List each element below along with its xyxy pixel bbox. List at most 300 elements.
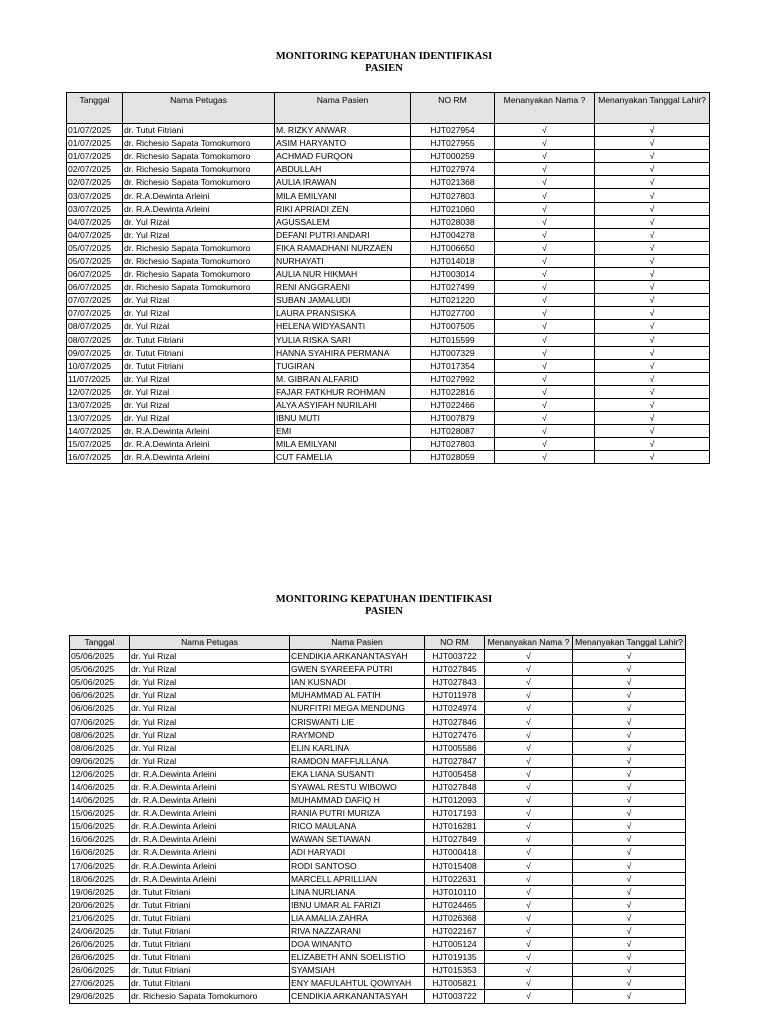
patient-name-cell: RICO MAULANA (290, 820, 425, 833)
officer-cell: dr. Yul Rizal (130, 689, 290, 702)
officer-cell: dr. Richesio Sapata Tomokumoro (130, 990, 290, 1003)
patient-name-cell: CUT FAMELIA (275, 451, 411, 464)
table-row (67, 189, 710, 202)
officer-cell: dr. Richesio Sapata Tomokumoro (123, 137, 275, 150)
date-cell: 13/07/2025 (67, 412, 123, 425)
officer-cell: dr. R.A.Dewinta Arleini (123, 438, 275, 451)
patient-name-cell: MILA EMILYANI (275, 438, 411, 451)
officer-cell: dr. R.A.Dewinta Arleini (123, 189, 275, 202)
asked-dob-cell: √ (595, 241, 710, 254)
table-row (67, 385, 710, 398)
medical-record-cell: HJT021368 (411, 176, 495, 189)
patient-name-cell: ADI HARYADI (290, 846, 425, 859)
officer-cell: dr. Richesio Sapata Tomokumoro (123, 241, 275, 254)
asked-name-cell: √ (495, 307, 595, 320)
asked-name-cell: √ (495, 254, 595, 267)
asked-name-cell: √ (485, 663, 573, 676)
date-cell: 05/07/2025 (67, 254, 123, 267)
asked-dob-cell: √ (595, 176, 710, 189)
date-cell: 15/06/2025 (70, 820, 130, 833)
patient-name-cell: HELENA WIDYASANTI (275, 320, 411, 333)
patient-name-cell: M. GIBRAN ALFARID (275, 372, 411, 385)
asked-name-cell: √ (495, 346, 595, 359)
patient-name-cell: ACHMAD FURQON (275, 150, 411, 163)
asked-dob-cell: √ (573, 715, 686, 728)
column-header-medical-record: NO RM (411, 93, 495, 124)
patient-name-cell: GWEN SYAREEFA PUTRI (290, 663, 425, 676)
asked-name-cell: √ (485, 676, 573, 689)
table-header-row (70, 636, 686, 650)
patient-name-cell: RODI SANTOSO (290, 859, 425, 872)
patient-name-cell: MUHAMMAD AL FATIH (290, 689, 425, 702)
asked-name-cell: √ (485, 898, 573, 911)
medical-record-cell: HJT004278 (411, 228, 495, 241)
compliance-table-june (69, 635, 686, 1004)
table-row (67, 202, 710, 215)
asked-name-cell: √ (495, 202, 595, 215)
medical-record-cell: HJT027955 (411, 137, 495, 150)
officer-cell: dr. Yul Rizal (123, 307, 275, 320)
medical-record-cell: HJT017354 (411, 359, 495, 372)
officer-cell: dr. Yul Rizal (123, 385, 275, 398)
officer-cell: dr. Yul Rizal (123, 412, 275, 425)
date-cell: 12/06/2025 (70, 767, 130, 780)
table-row (70, 741, 686, 754)
table-row (70, 767, 686, 780)
date-cell: 06/06/2025 (70, 702, 130, 715)
table-row (70, 872, 686, 885)
medical-record-cell: HJT000418 (425, 846, 485, 859)
medical-record-cell: HJT026368 (425, 911, 485, 924)
officer-cell: dr. R.A.Dewinta Arleini (130, 807, 290, 820)
officer-cell: dr. Yul Rizal (123, 372, 275, 385)
asked-dob-cell: √ (573, 794, 686, 807)
officer-cell: dr. Yul Rizal (130, 715, 290, 728)
table-row (70, 833, 686, 846)
date-cell: 05/06/2025 (70, 676, 130, 689)
patient-name-cell: RIKI APRIADI ZEN (275, 202, 411, 215)
table-row (67, 412, 710, 425)
patient-name-cell: IAN KUSNADI (290, 676, 425, 689)
medical-record-cell: HJT028059 (411, 451, 495, 464)
title-line-1: MONITORING KEPATUHAN IDENTIFIKASI (275, 51, 493, 62)
asked-name-cell: √ (495, 438, 595, 451)
patient-name-cell: FAJAR FATKHUR ROHMAN (275, 385, 411, 398)
officer-cell: dr. Richesio Sapata Tomokumoro (123, 254, 275, 267)
asked-name-cell: √ (495, 333, 595, 346)
asked-dob-cell: √ (595, 124, 710, 137)
asked-name-cell: √ (485, 715, 573, 728)
table-row (67, 124, 710, 137)
asked-name-cell: √ (495, 228, 595, 241)
column-header-medical-record: NO RM (425, 636, 485, 650)
medical-record-cell: HJT015599 (411, 333, 495, 346)
medical-record-cell: HJT024974 (425, 702, 485, 715)
column-header-officer: Nama Petugas (130, 636, 290, 650)
officer-cell: dr. Yul Rizal (123, 398, 275, 411)
date-cell: 05/06/2025 (70, 650, 130, 663)
table-row (67, 346, 710, 359)
asked-dob-cell: √ (595, 202, 710, 215)
medical-record-cell: HJT015408 (425, 859, 485, 872)
asked-dob-cell: √ (595, 215, 710, 228)
medical-record-cell: HJT006650 (411, 241, 495, 254)
table-row (67, 254, 710, 267)
table-row (67, 320, 710, 333)
patient-name-cell: IBNU UMAR AL FARIZI (290, 898, 425, 911)
officer-cell: dr. Tutut Fitriani (130, 911, 290, 924)
asked-dob-cell: √ (573, 767, 686, 780)
officer-cell: dr. Yul Rizal (123, 294, 275, 307)
officer-cell: dr. R.A.Dewinta Arleini (123, 425, 275, 438)
asked-name-cell: √ (485, 833, 573, 846)
table-row (67, 281, 710, 294)
patient-name-cell: RENI ANGGRAENI (275, 281, 411, 294)
officer-cell: dr. R.A.Dewinta Arleini (130, 846, 290, 859)
medical-record-cell: HJT003722 (425, 990, 485, 1003)
table-row (70, 702, 686, 715)
medical-record-cell: HJT028087 (411, 425, 495, 438)
table-row (70, 754, 686, 767)
asked-dob-cell: √ (595, 346, 710, 359)
asked-dob-cell: √ (595, 438, 710, 451)
date-cell: 21/06/2025 (70, 911, 130, 924)
table-header-row (67, 93, 710, 124)
officer-cell: dr. Tutut Fitriani (130, 964, 290, 977)
officer-cell: dr. Richesio Sapata Tomokumoro (123, 268, 275, 281)
patient-name-cell: YULIA RISKA SARI (275, 333, 411, 346)
table-row (67, 268, 710, 281)
asked-dob-cell: √ (573, 924, 686, 937)
date-cell: 03/07/2025 (67, 189, 123, 202)
patient-name-cell: MILA EMILYANI (275, 189, 411, 202)
asked-dob-cell: √ (595, 359, 710, 372)
patient-name-cell: EKA LIANA SUSANTI (290, 767, 425, 780)
table-body (67, 124, 710, 464)
medical-record-cell: HJT005124 (425, 938, 485, 951)
officer-cell: dr. R.A.Dewinta Arleini (123, 451, 275, 464)
medical-record-cell: HJT022816 (411, 385, 495, 398)
table-row (67, 425, 710, 438)
asked-dob-cell: √ (573, 911, 686, 924)
asked-name-cell: √ (485, 977, 573, 990)
patient-name-cell: CRISWANTI LIE (290, 715, 425, 728)
medical-record-cell: HJT027843 (425, 676, 485, 689)
table-row (70, 689, 686, 702)
patient-name-cell: LAURA PRANSISKA (275, 307, 411, 320)
asked-name-cell: √ (495, 398, 595, 411)
table-row (67, 359, 710, 372)
asked-dob-cell: √ (573, 859, 686, 872)
asked-dob-cell: √ (573, 650, 686, 663)
asked-dob-cell: √ (595, 189, 710, 202)
patient-name-cell: DOA WINANTO (290, 938, 425, 951)
column-header-officer: Nama Petugas (123, 93, 275, 124)
date-cell: 14/06/2025 (70, 780, 130, 793)
table-row (70, 859, 686, 872)
asked-dob-cell: √ (573, 728, 686, 741)
column-header-asked-name: Menanyakan Nama ? (485, 636, 573, 650)
officer-cell: dr. Tutut Fitriani (130, 977, 290, 990)
date-cell: 19/06/2025 (70, 885, 130, 898)
table-row (70, 807, 686, 820)
asked-name-cell: √ (485, 911, 573, 924)
medical-record-cell: HJT027700 (411, 307, 495, 320)
date-cell: 24/06/2025 (70, 924, 130, 937)
asked-name-cell: √ (495, 176, 595, 189)
patient-name-cell: LINA NURLIANA (290, 885, 425, 898)
patient-name-cell: MARCELL APRILLIAN (290, 872, 425, 885)
table-row (67, 176, 710, 189)
patient-name-cell: ELIN KARLINA (290, 741, 425, 754)
asked-name-cell: √ (495, 150, 595, 163)
medical-record-cell: HJT019135 (425, 951, 485, 964)
asked-name-cell: √ (495, 451, 595, 464)
asked-dob-cell: √ (573, 807, 686, 820)
asked-name-cell: √ (485, 846, 573, 859)
date-cell: 07/06/2025 (70, 715, 130, 728)
asked-name-cell: √ (495, 385, 595, 398)
table-row (70, 885, 686, 898)
table-row (70, 794, 686, 807)
medical-record-cell: HJT022631 (425, 872, 485, 885)
column-header-patient-name: Nama Pasien (275, 93, 411, 124)
date-cell: 05/07/2025 (67, 241, 123, 254)
asked-name-cell: √ (485, 807, 573, 820)
column-header-asked-dob: Menanyakan Tanggal Lahir? (595, 93, 710, 124)
asked-dob-cell: √ (595, 333, 710, 346)
medical-record-cell: HJT011978 (425, 689, 485, 702)
medical-record-cell: HJT016281 (425, 820, 485, 833)
asked-name-cell: √ (485, 885, 573, 898)
medical-record-cell: HJT005821 (425, 977, 485, 990)
medical-record-cell: HJT005458 (425, 767, 485, 780)
asked-name-cell: √ (495, 189, 595, 202)
asked-name-cell: √ (485, 964, 573, 977)
officer-cell: dr. Tutut Fitriani (123, 346, 275, 359)
medical-record-cell: HJT027848 (425, 780, 485, 793)
asked-dob-cell: √ (573, 780, 686, 793)
patient-name-cell: WAWAN SETIAWAN (290, 833, 425, 846)
medical-record-cell: HJT005586 (425, 741, 485, 754)
patient-name-cell: RIVA NAZZARANI (290, 924, 425, 937)
medical-record-cell: HJT027803 (411, 189, 495, 202)
table-row (70, 911, 686, 924)
date-cell: 16/06/2025 (70, 833, 130, 846)
officer-cell: dr. Tutut Fitriani (130, 924, 290, 937)
date-cell: 09/07/2025 (67, 346, 123, 359)
medical-record-cell: HJT014018 (411, 254, 495, 267)
asked-name-cell: √ (485, 951, 573, 964)
asked-name-cell: √ (485, 820, 573, 833)
table-row (70, 676, 686, 689)
date-cell: 16/07/2025 (67, 451, 123, 464)
asked-name-cell: √ (485, 650, 573, 663)
patient-name-cell: ELIZABETH ANN SOELISTIO (290, 951, 425, 964)
patient-name-cell: FIKA RAMADHANI NURZAEN (275, 241, 411, 254)
asked-dob-cell: √ (595, 372, 710, 385)
asked-dob-cell: √ (573, 990, 686, 1003)
asked-name-cell: √ (495, 372, 595, 385)
date-cell: 05/06/2025 (70, 663, 130, 676)
asked-dob-cell: √ (573, 689, 686, 702)
medical-record-cell: HJT017193 (425, 807, 485, 820)
medical-record-cell: HJT012093 (425, 794, 485, 807)
table-row (70, 650, 686, 663)
asked-name-cell: √ (485, 924, 573, 937)
date-cell: 02/07/2025 (67, 176, 123, 189)
table-row (67, 294, 710, 307)
table-row (67, 307, 710, 320)
date-cell: 06/07/2025 (67, 268, 123, 281)
asked-dob-cell: √ (595, 254, 710, 267)
asked-name-cell: √ (495, 294, 595, 307)
asked-dob-cell: √ (573, 872, 686, 885)
table-row (70, 846, 686, 859)
asked-name-cell: √ (485, 990, 573, 1003)
date-cell: 26/06/2025 (70, 964, 130, 977)
date-cell: 14/06/2025 (70, 794, 130, 807)
asked-name-cell: √ (485, 689, 573, 702)
medical-record-cell: HJT027499 (411, 281, 495, 294)
date-cell: 29/06/2025 (70, 990, 130, 1003)
officer-cell: dr. Yul Rizal (123, 320, 275, 333)
asked-name-cell: √ (485, 794, 573, 807)
asked-name-cell: √ (495, 412, 595, 425)
officer-cell: dr. Tutut Fitriani (130, 885, 290, 898)
compliance-table-july (66, 92, 710, 464)
patient-name-cell: DEFANI PUTRI ANDARI (275, 228, 411, 241)
title-line-2: PASIEN (365, 606, 403, 617)
title-line-1: MONITORING KEPATUHAN IDENTIFIKASI (275, 594, 493, 605)
patient-name-cell: MUHAMMAD DAFIQ H (290, 794, 425, 807)
patient-name-cell: CENDIKIA ARKANANTASYAH (290, 990, 425, 1003)
medical-record-cell: HJT003014 (411, 268, 495, 281)
table-row (70, 898, 686, 911)
officer-cell: dr. Yul Rizal (130, 754, 290, 767)
asked-dob-cell: √ (573, 898, 686, 911)
officer-cell: dr. Richesio Sapata Tomokumoro (123, 176, 275, 189)
asked-name-cell: √ (495, 425, 595, 438)
asked-dob-cell: √ (595, 307, 710, 320)
table-row (67, 215, 710, 228)
asked-name-cell: √ (495, 281, 595, 294)
patient-name-cell: AULIA NUR HIKMAH (275, 268, 411, 281)
asked-name-cell: √ (495, 163, 595, 176)
officer-cell: dr. R.A.Dewinta Arleini (130, 780, 290, 793)
column-header-patient-name: Nama Pasien (290, 636, 425, 650)
asked-name-cell: √ (495, 320, 595, 333)
medical-record-cell: HJT027803 (411, 438, 495, 451)
date-cell: 08/06/2025 (70, 741, 130, 754)
date-cell: 08/07/2025 (67, 333, 123, 346)
officer-cell: dr. Tutut Fitriani (130, 938, 290, 951)
date-cell: 10/07/2025 (67, 359, 123, 372)
medical-record-cell: HJT024465 (425, 898, 485, 911)
asked-dob-cell: √ (573, 977, 686, 990)
date-cell: 07/07/2025 (67, 294, 123, 307)
asked-dob-cell: √ (595, 228, 710, 241)
asked-name-cell: √ (485, 859, 573, 872)
asked-dob-cell: √ (595, 281, 710, 294)
table-row (70, 977, 686, 990)
table-row (67, 451, 710, 464)
column-header-date: Tanggal (70, 636, 130, 650)
patient-name-cell: SYAWAL RESTU WIBOWO (290, 780, 425, 793)
patient-name-cell: HANNA SYAHIRA PERMANA (275, 346, 411, 359)
document-title-1 (0, 51, 768, 75)
asked-dob-cell: √ (595, 451, 710, 464)
asked-name-cell: √ (485, 702, 573, 715)
officer-cell: dr. Tutut Fitriani (130, 898, 290, 911)
patient-name-cell: EMI (275, 425, 411, 438)
officer-cell: dr. Yul Rizal (123, 215, 275, 228)
asked-dob-cell: √ (573, 846, 686, 859)
table-row (67, 137, 710, 150)
table-row (70, 820, 686, 833)
asked-name-cell: √ (485, 728, 573, 741)
medical-record-cell: HJT027846 (425, 715, 485, 728)
patient-name-cell: SYAMSIAH (290, 964, 425, 977)
asked-name-cell: √ (485, 767, 573, 780)
patient-name-cell: ASIM HARYANTO (275, 137, 411, 150)
asked-dob-cell: √ (595, 150, 710, 163)
medical-record-cell: HJT027954 (411, 124, 495, 137)
date-cell: 06/07/2025 (67, 281, 123, 294)
patient-name-cell: ENY MAFULAHTUL QOWIYAH (290, 977, 425, 990)
date-cell: 14/07/2025 (67, 425, 123, 438)
medical-record-cell: HJT021060 (411, 202, 495, 215)
asked-name-cell: √ (495, 215, 595, 228)
table-row (67, 150, 710, 163)
table-row (70, 715, 686, 728)
patient-name-cell: NURHAYATI (275, 254, 411, 267)
date-cell: 26/06/2025 (70, 951, 130, 964)
officer-cell: dr. Yul Rizal (130, 650, 290, 663)
asked-dob-cell: √ (595, 385, 710, 398)
asked-dob-cell: √ (573, 820, 686, 833)
asked-name-cell: √ (485, 741, 573, 754)
asked-dob-cell: √ (573, 741, 686, 754)
patient-name-cell: AGUSSALEM (275, 215, 411, 228)
asked-dob-cell: √ (573, 964, 686, 977)
officer-cell: dr. Yul Rizal (123, 228, 275, 241)
medical-record-cell: HJT027847 (425, 754, 485, 767)
asked-name-cell: √ (485, 754, 573, 767)
asked-dob-cell: √ (573, 676, 686, 689)
officer-cell: dr. R.A.Dewinta Arleini (130, 767, 290, 780)
date-cell: 26/06/2025 (70, 938, 130, 951)
medical-record-cell: HJT027849 (425, 833, 485, 846)
officer-cell: dr. Richesio Sapata Tomokumoro (123, 281, 275, 294)
asked-dob-cell: √ (595, 425, 710, 438)
medical-record-cell: HJT007879 (411, 412, 495, 425)
officer-cell: dr. Tutut Fitriani (123, 359, 275, 372)
table-row (67, 398, 710, 411)
asked-name-cell: √ (485, 780, 573, 793)
column-header-asked-name: Menanyakan Nama ? (495, 93, 595, 124)
date-cell: 06/06/2025 (70, 689, 130, 702)
officer-cell: dr. Yul Rizal (130, 702, 290, 715)
asked-dob-cell: √ (573, 951, 686, 964)
date-cell: 01/07/2025 (67, 124, 123, 137)
column-header-asked-dob: Menanyakan Tanggal Lahir? (573, 636, 686, 650)
officer-cell: dr. Tutut Fitriani (123, 124, 275, 137)
date-cell: 02/07/2025 (67, 163, 123, 176)
officer-cell: dr. Yul Rizal (130, 663, 290, 676)
table-row (67, 333, 710, 346)
medical-record-cell: HJT027476 (425, 728, 485, 741)
